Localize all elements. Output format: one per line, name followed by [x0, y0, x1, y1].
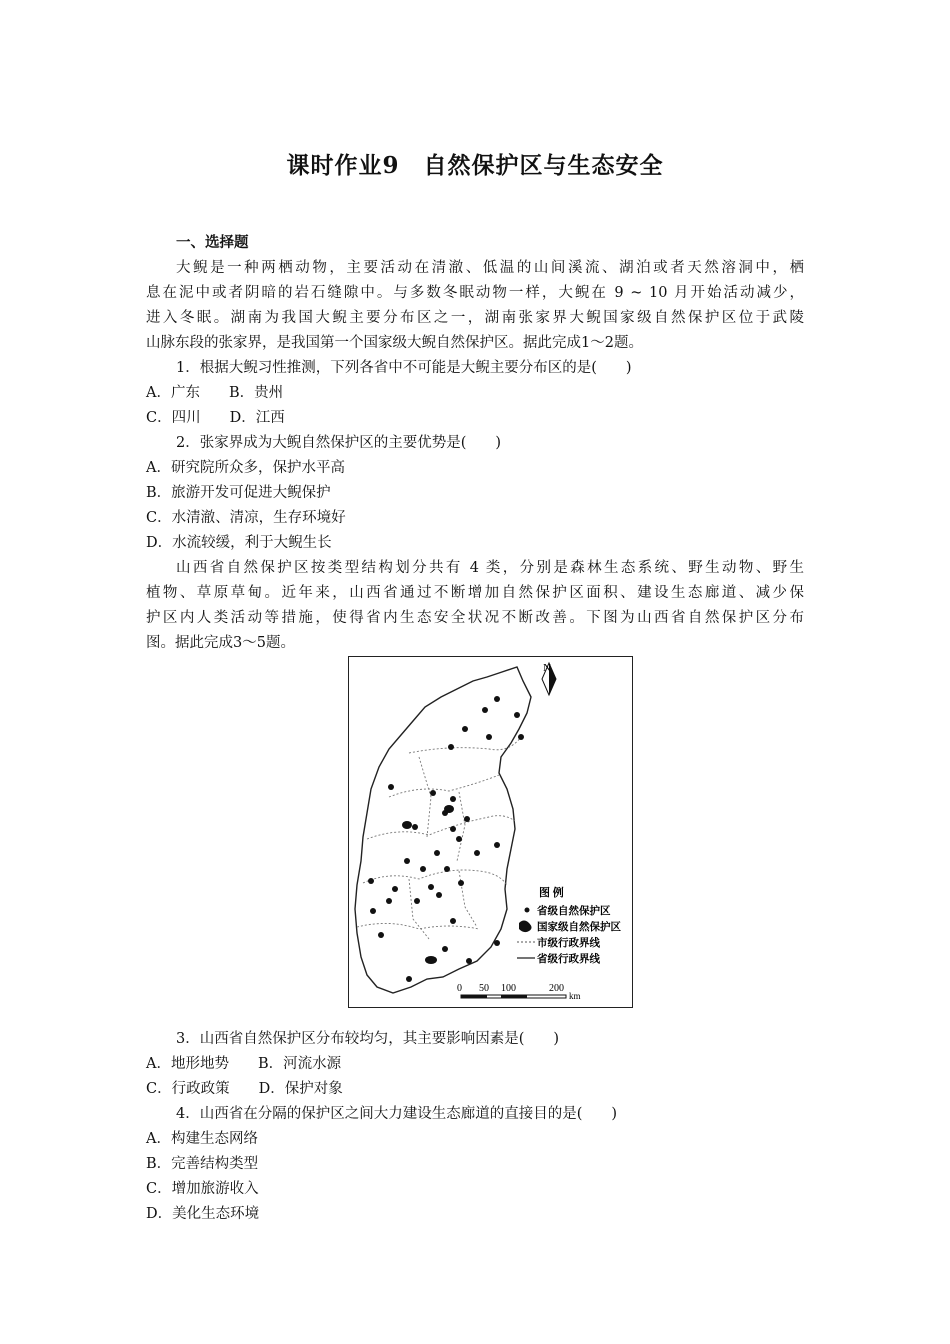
legend-province-line: 省级行政界线 — [537, 954, 600, 965]
scale-label: 100 — [501, 983, 516, 994]
city-boundaries — [357, 737, 521, 939]
passage2-line: 山西省自然保护区按类型结构划分共有 4 类，分别是森林生态系统、野生动物、野生 — [176, 560, 804, 576]
question-2-option: C．水清澈、清凉，生存环境好 — [146, 510, 346, 526]
legend-provincial-icon — [525, 908, 530, 913]
legend-provincial: 省级自然保护区 — [537, 906, 611, 917]
section-heading: 一、选择题 — [176, 234, 249, 251]
provincial-reserve-markers — [368, 696, 524, 982]
question-2-stem: 2．张家界成为大鲵自然保护区的主要优势是( ) — [176, 435, 502, 451]
question-1-stem: 1．根据大鲵习性推测，下列各省中不可能是大鲵主要分布区的是( ) — [176, 360, 632, 376]
scale-label: 50 — [479, 983, 489, 994]
passage2-line: 护区内人类活动等措施，使得省内生态安全状况不断改善。下图为山西省自然保护区分布 — [146, 610, 804, 626]
north-label: N — [543, 662, 551, 674]
passage1-line: 进入冬眠。湖南为我国大鲵主要分布区之一，湖南张家界大鲵国家级自然保护区位于武陵 — [146, 310, 804, 326]
shanxi-nature-reserve-map — [348, 656, 633, 1008]
question-3-options-row2: C．行政政策 D．保护对象 — [146, 1081, 343, 1097]
passage1-line: 大鲵是一种两栖动物，主要活动在清澈、低温的山间溪流、湖泊或者天然溶洞中，栖 — [176, 260, 804, 276]
passage1-line: 山脉东段的张家界，是我国第一个国家级大鲵自然保护区。据此完成1～2题。 — [146, 335, 643, 351]
question-2-option: B．旅游开发可促进大鲵保护 — [146, 485, 331, 501]
scale-label: 0 — [457, 983, 462, 994]
passage2-line: 植物、草原草甸。近年来，山西省通过不断增加自然保护区面积、建设生态廊道、减少保 — [146, 585, 804, 601]
question-2-option: A．研究院所众多，保护水平高 — [146, 460, 345, 476]
question-1-options-row2: C．四川 D．江西 — [146, 410, 285, 426]
question-2-option: D．水流较缓，利于大鲵生长 — [146, 535, 332, 551]
legend-national: 国家级自然保护区 — [537, 922, 621, 933]
passage2-line: 图。据此完成3～5题。 — [146, 635, 295, 651]
scale-bar — [461, 995, 566, 998]
question-4-option: D．美化生态环境 — [146, 1206, 260, 1222]
question-4-option: B．完善结构类型 — [146, 1156, 259, 1172]
question-4-stem: 4．山西省在分隔的保护区之间大力建设生态廊道的直接目的是( ) — [176, 1106, 618, 1122]
legend-city-line: 市级行政界线 — [537, 938, 600, 949]
question-3-stem: 3．山西省自然保护区分布较均匀，其主要影响因素是( ) — [176, 1031, 560, 1047]
legend-title: 图 例 — [539, 887, 564, 899]
scale-unit: km — [569, 991, 581, 1001]
question-3-options-row1: A．地形地势 B．河流水源 — [146, 1056, 342, 1072]
scale-label: 200 — [549, 983, 564, 994]
question-4-option: A．构建生态网络 — [146, 1131, 258, 1147]
passage1-line: 息在泥中或者阴暗的岩石缝隙中。与多数冬眠动物一样，大鲵在 9 ~ 10 月开始活动减少， — [146, 285, 804, 301]
legend-national-icon — [519, 921, 532, 933]
question-1-options-row1: A．广东 B．贵州 — [146, 385, 284, 401]
question-4-option: C．增加旅游收入 — [146, 1181, 259, 1197]
page-title: 课时作业9 自然保护区与生态安全 — [286, 152, 664, 179]
